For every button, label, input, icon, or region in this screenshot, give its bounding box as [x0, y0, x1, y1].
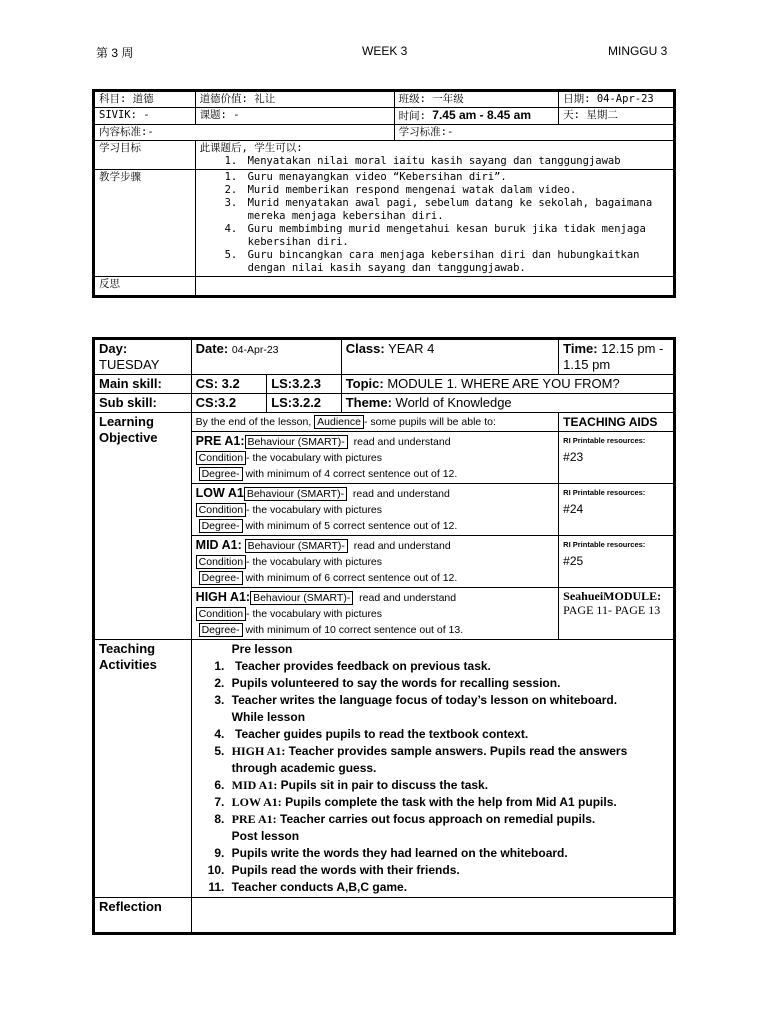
class-value: YEAR 4 — [388, 341, 435, 356]
content-standard-cell: 内容标准:- — [94, 125, 395, 141]
topic-cell: Topic: MODULE 1. WHERE ARE YOU FROM? — [341, 375, 674, 394]
day-cell: Day: TUESDAY — [94, 339, 192, 375]
condition-box: Condition — [196, 503, 246, 517]
week-label-malay: MINGGU 3 — [608, 44, 668, 58]
behaviour-box: Behaviour (SMART)- — [250, 591, 353, 605]
steps-list — [200, 171, 669, 275]
degree-box: Degree- — [199, 519, 243, 533]
list-item: 1. Menyatakan nilai moral iaitu kasih sayang dan tanggungjawab — [244, 155, 669, 168]
degree-box: Degree- — [199, 571, 243, 585]
week-label-chinese: 第 3 周 — [96, 46, 134, 60]
list-item: 1. Guru menayangkan video “Kebersihan diri”. — [244, 171, 669, 184]
list-item: 2. Pupils volunteered to say the words for recalling session. — [228, 675, 669, 692]
list-item: 3. Teacher writes the language focus of today’s lesson on whiteboard. — [228, 692, 669, 709]
learning-objective-label: Learning Objective — [94, 413, 192, 640]
objective-mid-a1: MID A1: Behaviour (SMART)- read and understand Condition - the vocabulary with pictures Degree- with minimum of 6 correct sentence out of 12. — [191, 536, 559, 588]
list-item: 4. Teacher guides pupils to read the textbook context. — [228, 726, 669, 743]
theme-cell: Theme: World of Knowledge — [341, 394, 674, 413]
degree-box: Degree- — [199, 623, 243, 637]
time-value: 7.45 am - 8.45 am — [432, 108, 532, 122]
teaching-activities-label: Teaching Activities — [94, 640, 192, 898]
teaching-activities-cell — [191, 640, 674, 898]
date-cell: Date: 04-Apr-23 — [191, 339, 341, 375]
objective-intro-cell: By the end of the lesson, Audience - some pupils will be able to: — [191, 413, 559, 432]
theme-value: World of Knowledge — [395, 395, 512, 410]
post-lesson-list — [196, 845, 669, 896]
behaviour-box: Behaviour (SMART)- — [244, 487, 347, 501]
condition-box: Condition — [196, 607, 246, 621]
day-value: TUESDAY — [99, 357, 160, 372]
steps-label: 教学步骤 — [94, 170, 196, 277]
teaching-aids-label: TEACHING AIDS — [559, 413, 675, 432]
time-value: 12.15 pm - 1.15 pm — [563, 341, 664, 372]
pre-lesson-list — [196, 658, 669, 709]
date-cell: 日期: 04-Apr-23 — [559, 91, 675, 108]
condition-box: Condition — [196, 555, 246, 569]
list-item: 9. Pupils write the words they had learned on the whiteboard. — [228, 845, 669, 862]
topic-value: MODULE 1. WHERE ARE YOU FROM? — [387, 376, 620, 391]
learning-standard-cell: 学习标准:- — [394, 125, 674, 141]
objective-intro: 此课题后, 学生可以: — [199, 142, 303, 154]
behaviour-box: Behaviour (SMART)- — [245, 539, 348, 553]
class-cell: Class: YEAR 4 — [341, 339, 558, 375]
objective-low-a1: LOW A1 Behaviour (SMART)- read and understand Condition - the vocabulary with pictures Degree- with minimum of 5 correct sentence out of 12. — [191, 484, 559, 536]
list-item: 7. LOW A1: Pupils complete the task with the help from Mid A1 pupils. — [228, 794, 669, 811]
civic-lesson-plan-table — [92, 89, 676, 298]
post-lesson-heading: Post lesson — [231, 829, 300, 843]
objective-cell — [195, 141, 674, 170]
subject-cell: 科目: 道德 — [94, 91, 196, 108]
moral-value-cell: 道德价值: 礼让 — [195, 91, 394, 108]
date-value: 04-Apr-23 — [231, 344, 279, 356]
day-cell: 天: 星期二 — [559, 108, 675, 125]
reflection-label: Reflection — [94, 898, 192, 934]
while-lesson-heading: While lesson — [231, 710, 306, 724]
behaviour-box: Behaviour (SMART)- — [245, 435, 348, 449]
aid-low-a1: RI Printable resources: #24 — [559, 484, 675, 536]
english-lesson-plan-table — [92, 337, 676, 935]
reflection-cell-chinese — [195, 277, 674, 297]
objective-list — [200, 155, 669, 168]
reflection-label-chinese: 反思 — [94, 277, 196, 297]
list-item: 1. Teacher provides feedback on previous task. — [228, 658, 669, 675]
reflection-cell — [191, 898, 674, 934]
aid-mid-a1: RI Printable resources: #25 — [559, 536, 675, 588]
time-cell: 时间: 7.45 am - 8.45 am — [394, 108, 559, 125]
class-cell: 班级: 一年级 — [394, 91, 559, 108]
list-item: 8. PRE A1: Teacher carries out focus approach on remedial pupils. — [228, 811, 669, 828]
topic-cell: 课题: - — [195, 108, 394, 125]
list-item: 5. HIGH A1: Teacher provides sample answers. Pupils read the answers through academic guess. — [228, 743, 669, 777]
main-ls-cell: LS:3.2.3 — [267, 375, 342, 394]
list-item: 5. Guru bincangkan cara menjaga kebersihan diri dan hubungkaitkan dengan nilai kasih sayang dan tanggungjawab. — [244, 249, 669, 275]
pre-lesson-heading: Pre lesson — [231, 642, 293, 656]
condition-box: Condition — [196, 451, 246, 465]
list-item: 10. Pupils read the words with their friends. — [228, 862, 669, 879]
steps-cell — [195, 170, 674, 277]
sub-skill-label: Sub skill: — [94, 394, 192, 413]
list-item: 3. Murid menyatakan awal pagi, sebelum datang ke sekolah, bagaimana mereka menjaga kebersihan diri. — [244, 197, 669, 223]
list-item: 11. Teacher conducts A,B,C game. — [228, 879, 669, 896]
week-label-english: WEEK 3 — [362, 44, 408, 58]
main-skill-label: Main skill: — [94, 375, 192, 394]
objective-pre-a1: PRE A1: Behaviour (SMART)- read and understand Condition - the vocabulary with pictures Degree- with minimum of 4 correct sentence out of 12. — [191, 432, 559, 484]
aid-pre-a1: RI Printable resources: #23 — [559, 432, 675, 484]
sub-cs-cell: CS:3.2 — [191, 394, 267, 413]
sivik-cell: SIVIK: - — [94, 108, 196, 125]
sub-ls-cell: LS:3.2.2 — [267, 394, 342, 413]
list-item: 2. Murid memberikan respond mengenai watak dalam video. — [244, 184, 669, 197]
time-cell: Time: 12.15 pm - 1.15 pm — [559, 339, 675, 375]
while-lesson-list — [196, 726, 669, 828]
audience-box: Audience — [314, 415, 364, 429]
aid-high-a1: SeahueiMODULE: PAGE 11- PAGE 13 — [559, 588, 675, 640]
objective-label: 学习目标 — [94, 141, 196, 170]
list-item: 4. Guru membimbing murid mengetahui kesan buruk jika tidak menjaga kebersihan diri. — [244, 223, 669, 249]
objective-high-a1: HIGH A1: Behaviour (SMART)- read and understand Condition - the vocabulary with pictures Degree- with minimum of 10 correct sentence out of 13. — [191, 588, 559, 640]
degree-box: Degree- — [199, 467, 243, 481]
main-cs-cell: CS: 3.2 — [191, 375, 267, 394]
list-item: 6. MID A1: Pupils sit in pair to discuss the task. — [228, 777, 669, 794]
